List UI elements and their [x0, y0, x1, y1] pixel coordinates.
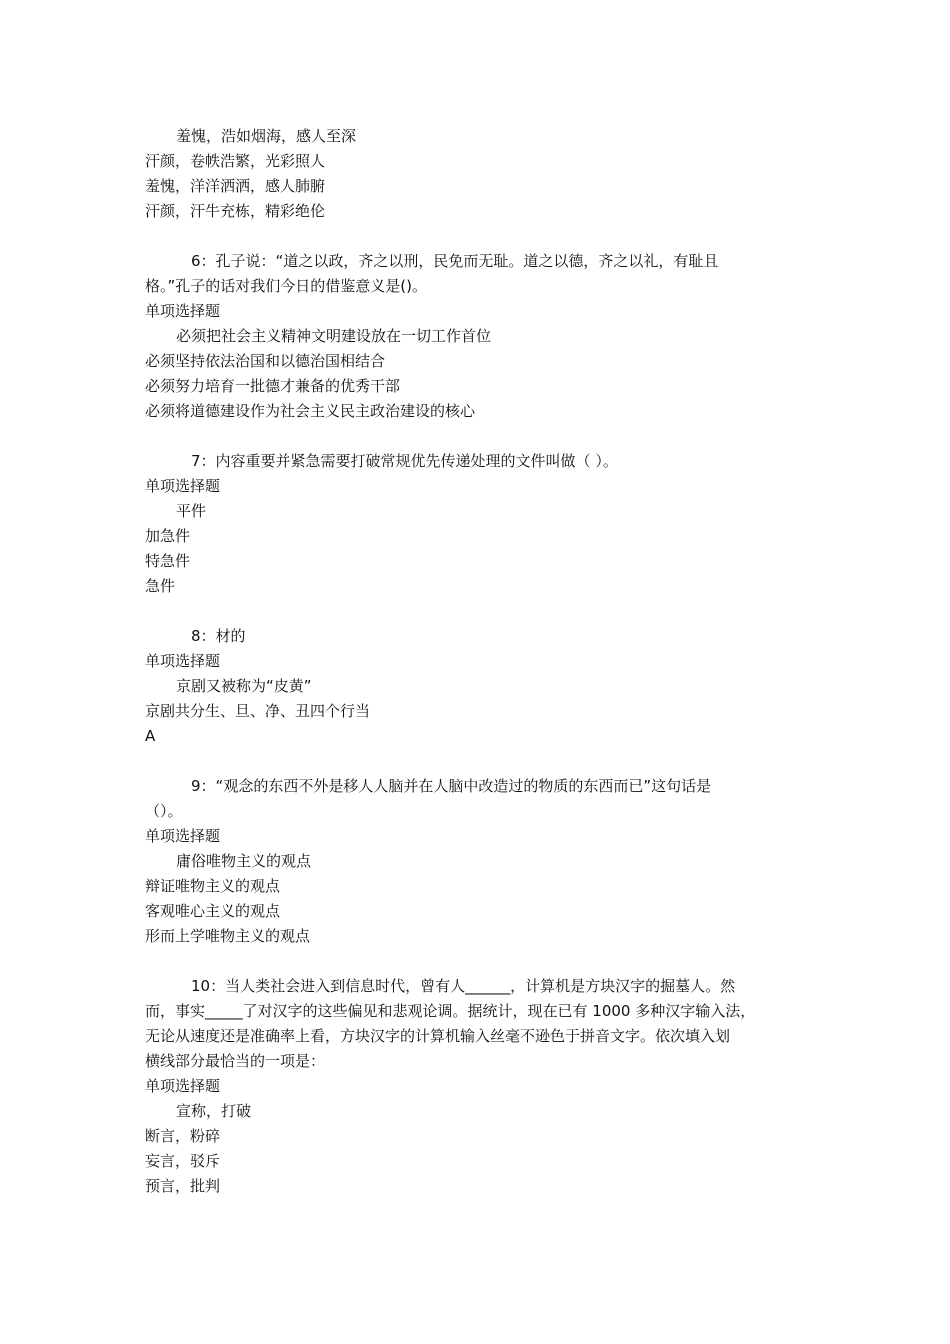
option-prev-d: 汗颜，汗牛充栋，精彩绝伦 — [145, 202, 326, 220]
spacer — [145, 749, 810, 774]
q7-option-b: 加急件 — [145, 527, 191, 545]
q10-option-b: 断言，粉碎 — [145, 1127, 221, 1145]
spacer — [145, 224, 810, 249]
option-prev-a: 羞愧，浩如烟海，感人至深 — [176, 127, 357, 145]
q6-option-c: 必须努力培育一批德才兼备的优秀干部 — [145, 377, 401, 395]
q10-option-d: 预言，批判 — [145, 1177, 221, 1195]
q8-question: 8：材的 — [191, 627, 246, 645]
option-prev-b: 汗颜，卷帙浩繁，光彩照人 — [145, 152, 326, 170]
q7-type: 单项选择题 — [145, 477, 221, 495]
q7-option-d: 急件 — [145, 577, 176, 595]
q9-option-b: 辩证唯物主义的观点 — [145, 877, 281, 895]
q6-question-line1: 6：孔子说：“道之以政，齐之以刑，民免而无耻。道之以德，齐之以礼，有耻且 — [191, 252, 719, 270]
q10-question-line2: 而，事实_____了对汉字的这些偏见和悲观论调。据统计，现在已有 1000 多种汉字输入法， — [145, 1002, 756, 1020]
q7-option-c: 特急件 — [145, 552, 191, 570]
spacer — [145, 424, 810, 449]
q6-option-b: 必须坚持依法治国和以德治国相结合 — [145, 352, 386, 370]
q10-question-line1: 10：当人类社会进入到信息时代，曾有人______，计算机是方块汉字的掘墓人。然 — [191, 977, 736, 995]
q10-question-line4: 横线部分最恰当的一项是： — [145, 1052, 326, 1070]
spacer — [145, 599, 810, 624]
q10-type: 单项选择题 — [145, 1077, 221, 1095]
q6-option-d: 必须将道德建设作为社会主义民主政治建设的核心 — [145, 402, 476, 420]
q8-option-c: A — [145, 727, 156, 745]
q6-question-line2: 格。”孔子的话对我们今日的借鉴意义是()。 — [145, 277, 427, 295]
q6-option-a: 必须把社会主义精神文明建设放在一切工作首位 — [176, 327, 492, 345]
q7-question: 7：内容重要并紧急需要打破常规优先传递处理的文件叫做（ ）。 — [191, 452, 618, 470]
q7-option-a: 平件 — [176, 502, 207, 520]
q9-option-a: 庸俗唯物主义的观点 — [176, 852, 312, 870]
option-prev-c: 羞愧，洋洋洒洒，感人肺腑 — [145, 177, 326, 195]
q8-type: 单项选择题 — [145, 652, 221, 670]
q10-question-line3: 无论从速度还是准确率上看，方块汉字的计算机输入丝毫不逊色于拼音文字。依次填入划 — [145, 1027, 731, 1045]
q10-option-a: 宣称，打破 — [176, 1102, 252, 1120]
q9-option-d: 形而上学唯物主义的观点 — [145, 927, 311, 945]
document-page — [145, 124, 810, 1199]
q9-question-line1: 9：“观念的东西不外是移人人脑并在人脑中改造过的物质的东西而已”这句话是 — [191, 777, 712, 795]
q8-option-a: 京剧又被称为“皮黄” — [176, 677, 312, 695]
q9-question-line2: （）。 — [145, 802, 183, 820]
q10-option-c: 妄言，驳斥 — [145, 1152, 221, 1170]
q8-option-b: 京剧共分生、旦、净、丑四个行当 — [145, 702, 371, 720]
q9-type: 单项选择题 — [145, 827, 221, 845]
spacer — [145, 949, 810, 974]
q9-option-c: 客观唯心主义的观点 — [145, 902, 281, 920]
q6-type: 单项选择题 — [145, 302, 221, 320]
